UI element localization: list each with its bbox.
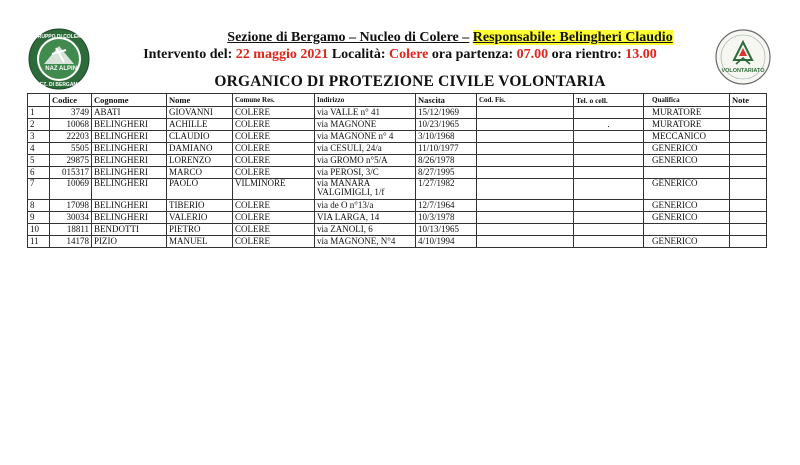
- row-comune: COLERE: [233, 131, 315, 143]
- row-nome: MARCO: [167, 167, 233, 179]
- row-note: [730, 212, 767, 224]
- row-nome: DAMIANO: [167, 143, 233, 155]
- row-nascita: 4/10/1994: [416, 236, 477, 248]
- row-nome: TIBERIO: [167, 200, 233, 212]
- header-nome: Nome: [167, 94, 233, 107]
- table-row: [28, 131, 767, 143]
- row-indirizzo: via PEROSI, 3/C: [315, 167, 416, 179]
- table-row: [28, 107, 767, 119]
- location-label: Località:: [331, 47, 386, 62]
- row-cod-fis: [477, 236, 574, 248]
- row-qualifica: GENERICO: [644, 200, 730, 212]
- row-nome: VALERIO: [167, 212, 233, 224]
- row-cognome: BELINGHERI: [92, 200, 167, 212]
- row-cod-fis: [477, 119, 574, 131]
- row-index: 10: [28, 224, 50, 236]
- row-note: [730, 224, 767, 236]
- row-comune: COLERE: [233, 167, 315, 179]
- return-label: ora rientro:: [551, 47, 622, 62]
- table-row: [28, 179, 767, 200]
- row-nascita: 1/27/1982: [416, 179, 477, 200]
- row-nascita: 10/23/1965: [416, 119, 477, 131]
- row-cod-fis: [477, 179, 574, 200]
- row-index: 7: [28, 179, 50, 200]
- row-tel: [574, 179, 644, 200]
- row-cod-fis: [477, 224, 574, 236]
- row-index: 9: [28, 212, 50, 224]
- row-tel: [574, 200, 644, 212]
- row-tel: [574, 143, 644, 155]
- row-cod-fis: [477, 143, 574, 155]
- row-codice: 30034: [50, 212, 92, 224]
- row-note: [730, 155, 767, 167]
- header-cod-fis: Cod. Fis.: [477, 94, 574, 107]
- row-tel: [574, 212, 644, 224]
- row-cognome: BENDOTTI: [92, 224, 167, 236]
- row-qualifica: MECCANICO: [644, 131, 730, 143]
- row-indirizzo: via MANARA VALGIMIGLI, 1/f: [315, 179, 416, 200]
- table-row: [28, 200, 767, 212]
- table-row: [28, 155, 767, 167]
- row-comune: COLERE: [233, 155, 315, 167]
- intervention-date: 22 maggio 2021: [235, 47, 329, 62]
- row-cognome: BELINGHERI: [92, 155, 167, 167]
- row-cognome: ABATI: [92, 107, 167, 119]
- row-index: 5: [28, 155, 50, 167]
- row-codice: 14178: [50, 236, 92, 248]
- row-indirizzo: via MAGNONE, N°4: [315, 236, 416, 248]
- row-nascita: 15/12/1969: [416, 107, 477, 119]
- svg-text:VOLONTARIATO: VOLONTARIATO: [721, 68, 765, 74]
- intervention-label: Intervento del:: [143, 47, 233, 62]
- header-note: Note: [730, 94, 767, 107]
- row-note: [730, 107, 767, 119]
- header-line-section: [50, 30, 800, 46]
- header-codice: Codice: [50, 94, 92, 107]
- row-codice: 17098: [50, 200, 92, 212]
- row-qualifica: GENERICO: [644, 143, 730, 155]
- row-cod-fis: [477, 131, 574, 143]
- row-nome: CLAUDIO: [167, 131, 233, 143]
- header-indirizzo: Indirizzo: [315, 94, 416, 107]
- row-cognome: BELINGHERI: [92, 179, 167, 200]
- row-tel: .: [574, 119, 644, 131]
- row-indirizzo: VIA LARGA, 14: [315, 212, 416, 224]
- row-comune: COLERE: [233, 200, 315, 212]
- row-index: 1: [28, 107, 50, 119]
- document-title: ORGANICO DI PROTEZIONE CIVILE VOLONTARIA: [214, 73, 606, 90]
- row-nascita: 3/10/1968: [416, 131, 477, 143]
- row-index: 4: [28, 143, 50, 155]
- header-nascita: Nascita: [416, 94, 477, 107]
- location-value: Colere: [389, 47, 429, 62]
- volunteer-roster-table: [27, 93, 767, 248]
- row-tel: [574, 167, 644, 179]
- row-nome: LORENZO: [167, 155, 233, 167]
- header-qualifica: Qualifica: [644, 94, 730, 107]
- table-row: [28, 167, 767, 179]
- table-row: [28, 224, 767, 236]
- row-note: [730, 143, 767, 155]
- row-cod-fis: [477, 200, 574, 212]
- row-index: 8: [28, 200, 50, 212]
- row-codice: 10068: [50, 119, 92, 131]
- row-nascita: 8/26/1978: [416, 155, 477, 167]
- table-header-row: [28, 94, 767, 107]
- row-index: 6: [28, 167, 50, 179]
- row-comune: COLERE: [233, 212, 315, 224]
- header-index: [28, 94, 50, 107]
- row-comune: VILMINORE: [233, 179, 315, 200]
- row-comune: COLERE: [233, 236, 315, 248]
- row-codice: 3749: [50, 107, 92, 119]
- row-codice: 015317: [50, 167, 92, 179]
- row-indirizzo: via GROMO n°5/A: [315, 155, 416, 167]
- header-line-intervention: [0, 47, 800, 63]
- row-index: 3: [28, 131, 50, 143]
- responsible-text: Responsabile: Belingheri Claudio: [472, 30, 673, 45]
- row-cognome: BELINGHERI: [92, 131, 167, 143]
- row-cognome: PIZIO: [92, 236, 167, 248]
- row-cognome: BELINGHERI: [92, 212, 167, 224]
- row-index: 11: [28, 236, 50, 248]
- row-cognome: BELINGHERI: [92, 143, 167, 155]
- row-indirizzo: via de O n°13/a: [315, 200, 416, 212]
- row-nascita: 10/13/1965: [416, 224, 477, 236]
- row-cod-fis: [477, 167, 574, 179]
- row-cognome: BELINGHERI: [92, 119, 167, 131]
- row-nascita: 11/10/1977: [416, 143, 477, 155]
- row-tel: [574, 131, 644, 143]
- svg-text:GRUPPO DI COLERE: GRUPPO DI COLERE: [33, 34, 85, 40]
- row-codice: 18811: [50, 224, 92, 236]
- row-cod-fis: [477, 107, 574, 119]
- row-codice: 10069: [50, 179, 92, 200]
- row-note: [730, 179, 767, 200]
- svg-text:SEZ. DI BERGAMO: SEZ. DI BERGAMO: [36, 82, 82, 88]
- row-comune: COLERE: [233, 143, 315, 155]
- header-tel: Tel. o cell.: [574, 94, 644, 107]
- return-time: 13.00: [625, 47, 657, 62]
- row-indirizzo: via MAGNONE: [315, 119, 416, 131]
- row-qualifica: GENERICO: [644, 212, 730, 224]
- row-nascita: 12/7/1964: [416, 200, 477, 212]
- section-text: Sezione di Bergamo – Nucleo di Colere –: [227, 30, 470, 45]
- row-qualifica: [644, 167, 730, 179]
- row-comune: COLERE: [233, 224, 315, 236]
- row-codice: 5505: [50, 143, 92, 155]
- row-nome: ACHILLE: [167, 119, 233, 131]
- row-qualifica: [644, 224, 730, 236]
- row-qualifica: GENERICO: [644, 236, 730, 248]
- header-comune: Comune Res.: [233, 94, 315, 107]
- row-qualifica: MURATORE: [644, 119, 730, 131]
- row-nome: PAOLO: [167, 179, 233, 200]
- row-cod-fis: [477, 212, 574, 224]
- row-nome: MANUEL: [167, 236, 233, 248]
- row-note: [730, 119, 767, 131]
- departure-label: ora partenza:: [431, 47, 514, 62]
- row-note: [730, 131, 767, 143]
- row-tel: [574, 224, 644, 236]
- row-nascita: 8/27/1995: [416, 167, 477, 179]
- row-index: 2: [28, 119, 50, 131]
- row-nome: PIETRO: [167, 224, 233, 236]
- header-cognome: Cognome: [92, 94, 167, 107]
- row-codice: 22203: [50, 131, 92, 143]
- row-indirizzo: via CESULI, 24/a: [315, 143, 416, 155]
- svg-text:NAZ ALPINI: NAZ ALPINI: [45, 66, 79, 72]
- row-tel: [574, 236, 644, 248]
- row-nascita: 10/3/1978: [416, 212, 477, 224]
- row-indirizzo: via ZANOLI, 6: [315, 224, 416, 236]
- table-row: [28, 236, 767, 248]
- row-qualifica: GENERICO: [644, 179, 730, 200]
- row-indirizzo: via MAGNONE n° 4: [315, 131, 416, 143]
- row-cognome: BELINGHERI: [92, 167, 167, 179]
- departure-time: 07.00: [516, 47, 549, 62]
- table-row: [28, 212, 767, 224]
- row-note: [730, 200, 767, 212]
- row-comune: COLERE: [233, 107, 315, 119]
- row-indirizzo: via VALLE n° 41: [315, 107, 416, 119]
- row-qualifica: GENERICO: [644, 155, 730, 167]
- row-cod-fis: [477, 155, 574, 167]
- row-tel: [574, 107, 644, 119]
- row-nome: GIOVANNI: [167, 107, 233, 119]
- row-codice: 29875: [50, 155, 92, 167]
- table-row: [28, 143, 767, 155]
- table-row: [28, 119, 767, 131]
- row-note: [730, 167, 767, 179]
- row-comune: COLERE: [233, 119, 315, 131]
- row-tel: [574, 155, 644, 167]
- row-qualifica: MURATORE: [644, 107, 730, 119]
- row-note: [730, 236, 767, 248]
